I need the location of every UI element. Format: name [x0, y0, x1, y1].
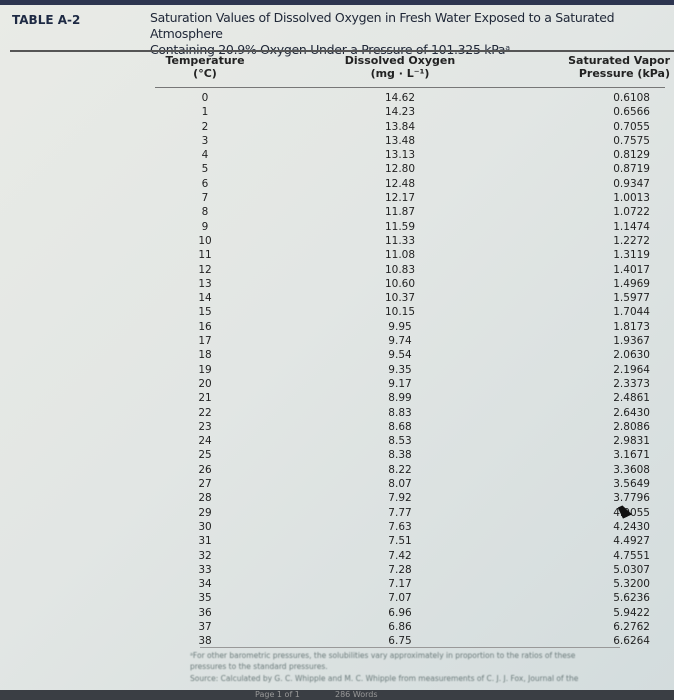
temperature-cell: 33 — [198, 563, 212, 576]
temperature-cell: 15 — [198, 306, 212, 319]
vapor-pressure-cell: 1.5977 — [613, 292, 650, 305]
table-row — [0, 391, 674, 405]
dissolved-oxygen-cell: 13.13 — [384, 149, 416, 162]
table-row — [0, 577, 674, 591]
table-row — [0, 120, 674, 134]
page-count[interactable]: Page 1 of 1 — [255, 690, 300, 699]
temperature-cell: 29 — [198, 506, 212, 519]
title-line-1: Saturation Values of Dissolved Oxygen in Fresh Water Exposed to a Saturated Atmosphere — [150, 10, 615, 41]
table-row — [0, 148, 674, 162]
dissolved-oxygen-cell: 10.60 — [384, 277, 416, 290]
temperature-cell: 34 — [198, 578, 212, 591]
vapor-pressure-cell: 0.6108 — [613, 92, 650, 104]
vapor-pressure-cell: 4.0055 — [613, 506, 650, 519]
table-row — [0, 491, 674, 505]
dissolved-oxygen-cell: 13.84 — [384, 120, 416, 133]
source-note: Source: Calculated by G. C. Whipple and M. C. Whipple from measurements of C. J. J. Fox, Journal of the — [190, 674, 579, 683]
temperature-cell: 20 — [198, 377, 212, 390]
table-row — [0, 591, 674, 605]
dissolved-oxygen-cell: 8.22 — [388, 463, 412, 476]
dissolved-oxygen-cell: 6.86 — [388, 620, 412, 633]
dissolved-oxygen-cell: 7.51 — [388, 535, 412, 548]
header-text: Temperature — [165, 54, 245, 67]
vapor-pressure-cell: 0.7055 — [613, 120, 650, 133]
temperature-cell: 10 — [198, 234, 212, 247]
vapor-pressure-cell: 3.5649 — [613, 478, 650, 491]
table-row — [0, 477, 674, 491]
top-border — [0, 0, 674, 5]
dissolved-oxygen-cell: 6.75 — [388, 635, 412, 648]
temperature-cell: 36 — [198, 606, 212, 619]
temperature-cell: 21 — [198, 392, 212, 405]
temperature-cell: 37 — [198, 620, 212, 633]
dissolved-oxygen-cell: 10.83 — [384, 263, 416, 276]
footnote: ᵃFor other barometric pressures, the solubilities vary approximately in proportion to the ratios of these — [190, 651, 576, 660]
vapor-pressure-cell: 0.6566 — [613, 106, 650, 119]
header-dissolved-oxygen — [330, 54, 470, 80]
table-row — [0, 248, 674, 262]
vapor-pressure-cell: 4.2430 — [613, 520, 650, 533]
table-row — [0, 220, 674, 234]
temperature-cell: 7 — [201, 192, 209, 205]
table-row — [0, 277, 674, 291]
temperature-cell: 24 — [198, 435, 212, 448]
dissolved-oxygen-cell: 7.77 — [388, 506, 412, 519]
header-vapor-pressure — [560, 54, 670, 80]
header-text: Dissolved Oxygen — [344, 54, 456, 67]
temperature-cell: 6 — [201, 177, 209, 190]
table-row — [0, 305, 674, 319]
dissolved-oxygen-cell: 12.48 — [384, 177, 416, 190]
vapor-pressure-cell: 1.7044 — [613, 306, 650, 319]
table-row — [0, 191, 674, 205]
table-row — [0, 506, 674, 520]
temperature-cell: 22 — [198, 406, 212, 419]
header-unit: (°C) — [193, 67, 217, 80]
dissolved-oxygen-cell: 8.99 — [388, 392, 412, 405]
table-row — [0, 606, 674, 620]
table-row — [0, 320, 674, 334]
temperature-cell: 17 — [198, 335, 212, 348]
table-body — [0, 91, 674, 649]
temperature-cell: 27 — [198, 478, 212, 491]
table-row — [0, 263, 674, 277]
table-row — [0, 91, 674, 105]
dissolved-oxygen-cell: 8.83 — [388, 406, 412, 419]
table-row — [0, 420, 674, 434]
vapor-pressure-cell: 1.4969 — [613, 277, 650, 290]
vapor-pressure-cell: 0.8129 — [613, 149, 650, 162]
temperature-cell: 8 — [201, 206, 209, 219]
table-row — [0, 105, 674, 119]
dissolved-oxygen-cell: 9.74 — [388, 335, 412, 348]
temperature-cell: 18 — [198, 349, 212, 362]
footnote-cont: pressures to the standard pressures. — [190, 662, 328, 671]
table-label: TABLE A-2 — [12, 13, 81, 27]
table-row — [0, 334, 674, 348]
word-count[interactable]: 286 Words — [335, 690, 378, 699]
table-row — [0, 177, 674, 191]
table-row — [0, 448, 674, 462]
vapor-pressure-cell: 2.4861 — [613, 392, 650, 405]
temperature-cell: 23 — [198, 420, 212, 433]
dissolved-oxygen-cell: 9.95 — [388, 320, 412, 333]
table-row — [0, 348, 674, 362]
temperature-cell: 31 — [198, 535, 212, 548]
vapor-pressure-cell: 1.9367 — [613, 335, 650, 348]
dissolved-oxygen-cell: 10.37 — [384, 292, 416, 305]
status-bar — [0, 690, 674, 700]
header-text: Saturated Vapor — [568, 54, 670, 67]
table-row — [0, 363, 674, 377]
vapor-pressure-cell: 2.6430 — [613, 406, 650, 419]
vapor-pressure-cell: 1.0722 — [613, 206, 650, 219]
temperature-cell: 4 — [201, 149, 209, 162]
vapor-pressure-cell: 1.2272 — [613, 234, 650, 247]
vapor-pressure-cell: 6.6264 — [613, 635, 650, 648]
table-row — [0, 563, 674, 577]
temperature-cell: 1 — [201, 106, 209, 119]
vapor-pressure-cell: 1.0013 — [613, 192, 650, 205]
temperature-cell: 2 — [201, 120, 209, 133]
dissolved-oxygen-cell: 8.07 — [388, 478, 412, 491]
dissolved-oxygen-cell: 13.48 — [384, 134, 416, 147]
temperature-cell: 32 — [198, 549, 212, 562]
header-temperature — [150, 54, 260, 80]
temperature-cell: 16 — [198, 320, 212, 333]
vapor-pressure-cell: 1.8173 — [613, 320, 650, 333]
temperature-cell: 35 — [198, 592, 212, 605]
table-row — [0, 549, 674, 563]
vapor-pressure-cell: 0.7575 — [613, 134, 650, 147]
vapor-pressure-cell: 2.9831 — [613, 435, 650, 448]
vapor-pressure-cell: 2.0630 — [613, 349, 650, 362]
dissolved-oxygen-cell: 11.08 — [384, 249, 416, 262]
temperature-cell: 28 — [198, 492, 212, 505]
temperature-cell: 11 — [198, 249, 212, 262]
table-row — [0, 534, 674, 548]
dissolved-oxygen-cell: 14.62 — [384, 92, 416, 104]
temperature-cell: 19 — [198, 363, 212, 376]
table-row — [0, 377, 674, 391]
temperature-cell: 14 — [198, 292, 212, 305]
vapor-pressure-cell: 3.1671 — [613, 449, 650, 462]
dissolved-oxygen-cell: 8.38 — [388, 449, 412, 462]
temperature-cell: 0 — [201, 92, 209, 104]
vapor-pressure-cell: 1.3119 — [613, 249, 650, 262]
dissolved-oxygen-cell: 11.59 — [384, 220, 416, 233]
vapor-pressure-cell: 2.8086 — [613, 420, 650, 433]
dissolved-oxygen-cell: 6.96 — [388, 606, 412, 619]
dissolved-oxygen-cell: 9.17 — [388, 377, 412, 390]
dissolved-oxygen-cell: 11.87 — [384, 206, 416, 219]
dissolved-oxygen-cell: 9.35 — [388, 363, 412, 376]
temperature-cell: 5 — [201, 163, 209, 176]
vapor-pressure-cell: 1.1474 — [613, 220, 650, 233]
vapor-pressure-cell: 3.7796 — [613, 492, 650, 505]
table-row — [0, 134, 674, 148]
table-bottom-rule — [200, 647, 620, 648]
dissolved-oxygen-cell: 11.33 — [384, 234, 416, 247]
dissolved-oxygen-cell: 7.92 — [388, 492, 412, 505]
dissolved-oxygen-cell: 7.07 — [388, 592, 412, 605]
vapor-pressure-cell: 5.0307 — [613, 563, 650, 576]
dissolved-oxygen-cell: 14.23 — [384, 106, 416, 119]
table-row — [0, 406, 674, 420]
vapor-pressure-cell: 5.6236 — [613, 592, 650, 605]
vapor-pressure-cell: 5.9422 — [613, 606, 650, 619]
dissolved-oxygen-cell: 7.17 — [388, 578, 412, 591]
temperature-cell: 3 — [201, 134, 209, 147]
vapor-pressure-cell: 6.2762 — [613, 620, 650, 633]
header-unit: (mg · L⁻¹) — [370, 67, 430, 80]
dissolved-oxygen-cell: 12.17 — [384, 192, 416, 205]
column-header-rule — [155, 87, 665, 88]
table-row — [0, 520, 674, 534]
table-row — [0, 205, 674, 219]
dissolved-oxygen-cell: 7.42 — [388, 549, 412, 562]
vapor-pressure-cell: 0.9347 — [613, 177, 650, 190]
table-row — [0, 291, 674, 305]
header-rule — [10, 50, 674, 52]
table-row — [0, 234, 674, 248]
temperature-cell: 9 — [201, 220, 209, 233]
temperature-cell: 25 — [198, 449, 212, 462]
dissolved-oxygen-cell: 7.63 — [388, 520, 412, 533]
dissolved-oxygen-cell: 7.28 — [388, 563, 412, 576]
vapor-pressure-cell: 1.4017 — [613, 263, 650, 276]
vapor-pressure-cell: 4.4927 — [613, 535, 650, 548]
vapor-pressure-cell: 0.8719 — [613, 163, 650, 176]
dissolved-oxygen-cell: 9.54 — [388, 349, 412, 362]
table-row — [0, 463, 674, 477]
dissolved-oxygen-cell: 8.68 — [388, 420, 412, 433]
table-row — [0, 434, 674, 448]
header-unit: Pressure (kPa) — [578, 67, 670, 80]
dissolved-oxygen-cell: 10.15 — [384, 306, 416, 319]
vapor-pressure-cell: 4.7551 — [613, 549, 650, 562]
vapor-pressure-cell: 2.3373 — [613, 377, 650, 390]
temperature-cell: 26 — [198, 463, 212, 476]
dissolved-oxygen-cell: 12.80 — [384, 163, 416, 176]
temperature-cell: 12 — [198, 263, 212, 276]
table-row — [0, 162, 674, 176]
table-row — [0, 620, 674, 634]
vapor-pressure-cell: 5.3200 — [613, 578, 650, 591]
temperature-cell: 30 — [198, 520, 212, 533]
vapor-pressure-cell: 3.3608 — [613, 463, 650, 476]
temperature-cell: 13 — [198, 277, 212, 290]
vapor-pressure-cell: 2.1964 — [613, 363, 650, 376]
temperature-cell: 38 — [198, 635, 212, 648]
dissolved-oxygen-cell: 8.53 — [388, 435, 412, 448]
